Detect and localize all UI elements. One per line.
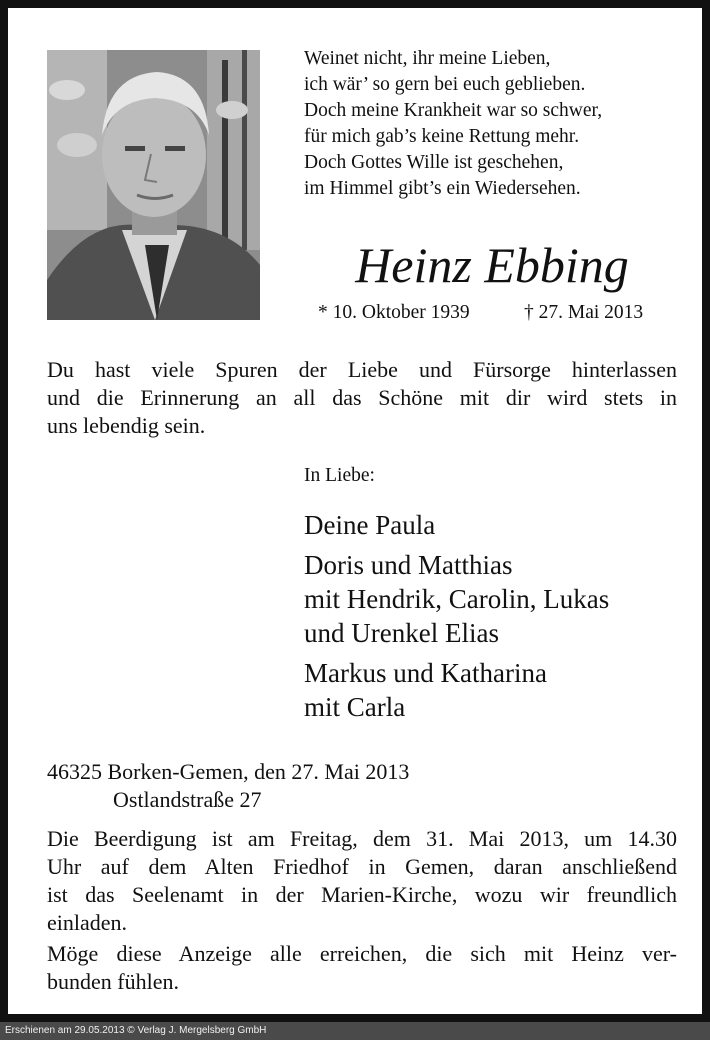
poem-line: für mich gab’s keine Rettung mehr. (304, 126, 580, 147)
deceased-name: Heinz Ebbing (355, 237, 629, 293)
poem-line: Weinet nicht, ihr meine Lieben, (304, 48, 551, 69)
mourner-group (304, 548, 704, 650)
tribute-line: uns lebendig sein. (47, 413, 206, 438)
poem-line: Doch Gottes Wille ist geschehen, (304, 152, 564, 173)
closing-text (47, 940, 677, 996)
portrait-photo (47, 50, 260, 320)
poem-line: im Himmel gibt’s ein Wiedersehen. (304, 178, 581, 199)
mourner-group (304, 656, 704, 724)
mourners-list (304, 508, 704, 730)
poem-line: Doch meine Krankheit war so schwer, (304, 100, 603, 121)
funeral-line: einladen. (47, 910, 128, 935)
mourner-group (304, 508, 704, 542)
mourner-line: mit Hendrik, Carolin, Lukas (304, 584, 610, 614)
poem (304, 46, 684, 202)
death-date: † 27. Mai 2013 (524, 302, 644, 323)
poem-line: ich wär’ so gern bei euch geblieben. (304, 74, 586, 95)
tribute-line: Du hast viele Spuren der Liebe und Fürsorge hinterlassen (47, 357, 677, 382)
place-date: 46325 Borken-Gemen, den 27. Mai 2013 (47, 759, 410, 784)
mourner-line: Doris und Matthias (304, 550, 513, 580)
tribute-line: und die Erinnerung an all das Schöne mit dir wird stets in (47, 385, 677, 410)
mourner-line: und Urenkel Elias (304, 618, 499, 648)
publication-footer: Erschienen am 29.05.2013 © Verlag J. Mergelsberg GmbH (0, 1022, 710, 1040)
street-address: Ostlandstraße 27 (113, 787, 262, 812)
mourner-line: mit Carla (304, 692, 406, 722)
tribute-text (47, 356, 677, 440)
birth-date: * 10. Oktober 1939 (318, 302, 470, 323)
mourner-line: Deine Paula (304, 510, 436, 540)
funeral-notice (47, 825, 677, 937)
mourner-line: Markus und Katharina (304, 658, 547, 688)
funeral-line: Die Beerdigung ist am Freitag, dem 31. Mai 2013, um 14.30 (47, 826, 677, 851)
closing-line: Möge diese Anzeige alle erreichen, die sich mit Heinz ver- (47, 941, 677, 966)
mourners-intro: In Liebe: (304, 465, 375, 486)
closing-line: bunden fühlen. (47, 969, 179, 994)
funeral-line: ist das Seelenamt in der Marien-Kirche, wozu wir freundlich (47, 882, 677, 907)
funeral-line: Uhr auf dem Alten Friedhof in Gemen, daran anschließend (47, 854, 677, 879)
